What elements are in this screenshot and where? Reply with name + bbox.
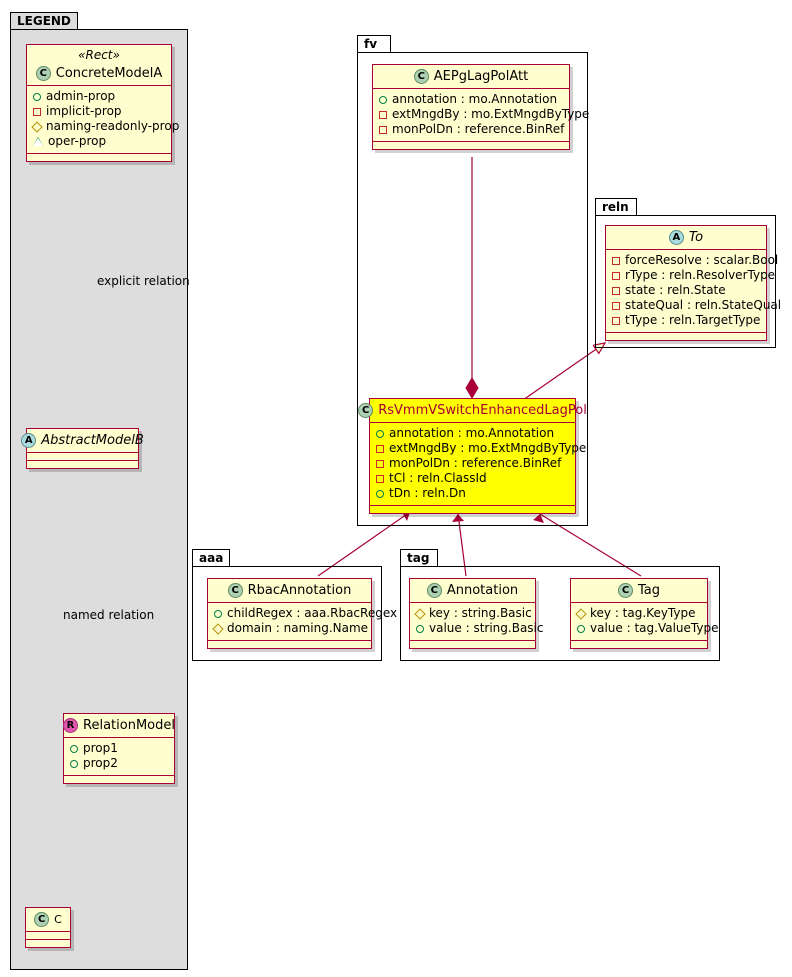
attribute-text: tType : reln.TargetType: [625, 313, 761, 327]
visibility-public-icon: [33, 93, 41, 101]
attribute-text: forceResolve : scalar.Bool: [625, 253, 779, 267]
package-aaa-label: aaa: [192, 549, 230, 567]
visibility-package-icon: [33, 138, 43, 146]
attribute-row: [214, 621, 369, 636]
visibility-protected-icon: [414, 608, 425, 619]
class-to-name: To: [688, 230, 704, 245]
empty-compartment: [370, 506, 575, 513]
class-concretemodela-stereotype: «Rect»: [78, 48, 120, 62]
class-icon: C: [618, 583, 633, 598]
visibility-private-icon: [379, 111, 387, 119]
class-concretemodela[interactable]: [26, 44, 180, 162]
attribute-row: [33, 104, 165, 119]
attribute-text: tDn : reln.Dn: [389, 486, 466, 500]
attribute-text: stateQual : reln.StateQual: [625, 298, 782, 312]
class-relationmodel-name: RelationModel: [83, 718, 175, 733]
class-icon: C: [36, 66, 51, 81]
class-rbacannotation-header: [208, 579, 371, 602]
attribute-text: oper-prop: [48, 134, 107, 148]
attribute-row: [416, 621, 544, 636]
attribute-text: tCl : reln.ClassId: [389, 471, 487, 485]
class-relationmodel-header: [64, 714, 174, 737]
edge-label-named-relation: named relation: [63, 608, 155, 622]
class-to-attributes: [606, 250, 782, 332]
class-rsvmmvswitchenhancedlagpol-name: RsVmmVSwitchEnhancedLagPol: [378, 403, 587, 418]
abstract-class-icon: A: [669, 230, 684, 245]
class-tag[interactable]: [570, 578, 719, 649]
visibility-public-icon: [376, 490, 384, 498]
attribute-row: [33, 119, 180, 134]
attribute-row: [70, 756, 168, 771]
visibility-public-icon: [214, 610, 222, 618]
attribute-row: [379, 92, 563, 107]
attribute-row: [376, 471, 569, 486]
attribute-row: [379, 107, 590, 122]
class-tag-name: Tag: [637, 583, 660, 598]
attribute-text: value : tag.ValueType: [590, 621, 719, 635]
visibility-protected-icon: [575, 608, 586, 619]
attribute-row: [376, 486, 569, 501]
visibility-private-icon: [612, 317, 620, 325]
visibility-private-icon: [612, 302, 620, 310]
edge-label-explicit-relation: explicit relation: [97, 274, 190, 288]
package-fv-label: fv: [357, 35, 391, 53]
package-tag-label: tag: [400, 549, 438, 567]
class-concretemodela-header: [27, 62, 171, 85]
visibility-private-icon: [376, 460, 384, 468]
class-rbacannotation-attributes: [208, 603, 398, 640]
attribute-text: key : tag.KeyType: [590, 606, 696, 620]
attribute-text: annotation : mo.Annotation: [389, 426, 555, 440]
attribute-row: [33, 89, 165, 104]
attribute-text: domain : naming.Name: [227, 621, 369, 635]
package-legend-label: LEGEND: [10, 12, 78, 30]
empty-compartment: [26, 940, 70, 947]
visibility-private-icon: [376, 445, 384, 453]
attribute-row: [376, 456, 569, 471]
attribute-text: implicit-prop: [46, 104, 122, 118]
empty-compartment: [27, 461, 138, 468]
class-tag-attributes: [571, 603, 719, 640]
attribute-text: key : string.Basic: [429, 606, 532, 620]
class-icon: C: [34, 912, 49, 927]
package-legend-body: [10, 29, 188, 970]
attribute-row: [33, 134, 165, 149]
package-reln-label: reln: [595, 198, 637, 216]
empty-compartment: [26, 932, 70, 939]
attribute-text: monPolDn : reference.BinRef: [392, 122, 565, 136]
attribute-text: childRegex : aaa.RbacRegex: [227, 606, 398, 620]
attribute-row: [612, 298, 782, 313]
empty-compartment: [571, 641, 707, 648]
attribute-row: [612, 313, 760, 328]
class-concretemodela-attributes: [27, 86, 180, 153]
class-icon: C: [358, 403, 373, 418]
empty-compartment: [27, 154, 171, 161]
class-to[interactable]: [605, 225, 782, 341]
empty-compartment: [64, 776, 174, 783]
abstract-class-icon: A: [21, 433, 36, 448]
class-rbacannotation[interactable]: [207, 578, 398, 649]
visibility-private-icon: [612, 272, 620, 280]
class-relationmodel[interactable]: [63, 713, 175, 784]
attribute-row: [379, 122, 563, 137]
attribute-row: [376, 441, 587, 456]
class-annotation-attributes: [410, 603, 544, 640]
class-icon: C: [228, 583, 243, 598]
attribute-row: [376, 426, 569, 441]
class-c[interactable]: [25, 907, 71, 948]
class-abstractmodelb-name: AbstractModelB: [41, 433, 144, 448]
visibility-private-icon: [376, 475, 384, 483]
visibility-private-icon: [612, 257, 620, 265]
visibility-public-icon: [70, 745, 78, 753]
class-c-header: [26, 908, 70, 931]
attribute-text: rType : reln.ResolverType: [625, 268, 776, 282]
attribute-row: [612, 283, 760, 298]
attribute-text: monPolDn : reference.BinRef: [389, 456, 562, 470]
class-aepglagpolatt-name: AEPgLagPolAtt: [433, 69, 529, 84]
empty-compartment: [27, 453, 138, 460]
class-abstractmodelb-header: [24, 429, 144, 452]
class-aepglagpolatt-header: [373, 65, 569, 88]
attribute-text: value : string.Basic: [429, 621, 544, 635]
visibility-public-icon: [376, 430, 384, 438]
attribute-text: extMngdBy : mo.ExtMngdByType: [389, 441, 587, 455]
attribute-text: prop1: [83, 741, 118, 755]
class-concretemodela-name: ConcreteModelA: [55, 66, 163, 81]
visibility-public-icon: [70, 760, 78, 768]
visibility-protected-icon: [212, 623, 223, 634]
visibility-public-icon: [379, 96, 387, 104]
visibility-private-icon: [379, 126, 387, 134]
class-icon: C: [427, 583, 442, 598]
visibility-private-icon: [33, 108, 41, 116]
attribute-text: admin-prop: [46, 89, 116, 103]
class-annotation-name: Annotation: [446, 583, 519, 598]
attribute-text: annotation : mo.Annotation: [392, 92, 558, 106]
attribute-row: [70, 741, 168, 756]
empty-compartment: [208, 641, 371, 648]
class-tag-header: [571, 579, 707, 602]
visibility-private-icon: [612, 287, 620, 295]
attribute-text: prop2: [83, 756, 118, 770]
class-rsvmmvswitchenhancedlagpol-attributes: [370, 423, 587, 505]
class-rbacannotation-name: RbacAnnotation: [247, 583, 352, 598]
class-relationmodel-attributes: [64, 738, 174, 775]
class-rsvmmvswitchenhancedlagpol[interactable]: [362, 398, 587, 514]
visibility-protected-icon: [31, 121, 42, 132]
relation-class-icon: R: [63, 718, 78, 733]
class-rsvmmvswitchenhancedlagpol-header: [362, 399, 587, 422]
attribute-row: [612, 268, 776, 283]
class-annotation[interactable]: [409, 578, 544, 649]
empty-compartment: [373, 142, 569, 149]
class-aepglagpolatt[interactable]: [372, 64, 590, 150]
attribute-row: [214, 606, 398, 621]
class-to-header: [606, 226, 766, 249]
class-c-name: C: [54, 913, 62, 926]
attribute-text: extMngdBy : mo.ExtMngdByType: [392, 107, 590, 121]
class-abstractmodelb[interactable]: [24, 428, 144, 469]
attribute-text: state : reln.State: [625, 283, 726, 297]
visibility-public-icon: [416, 625, 424, 633]
attribute-row: [612, 253, 779, 268]
attribute-row: [577, 606, 701, 621]
class-aepglagpolatt-attributes: [373, 89, 590, 141]
visibility-public-icon: [577, 625, 585, 633]
attribute-row: [577, 621, 719, 636]
empty-compartment: [410, 641, 535, 648]
class-icon: C: [414, 69, 429, 84]
attribute-row: [416, 606, 532, 621]
attribute-text: naming-readonly-prop: [46, 119, 180, 133]
empty-compartment: [606, 333, 766, 340]
class-annotation-header: [410, 579, 535, 602]
